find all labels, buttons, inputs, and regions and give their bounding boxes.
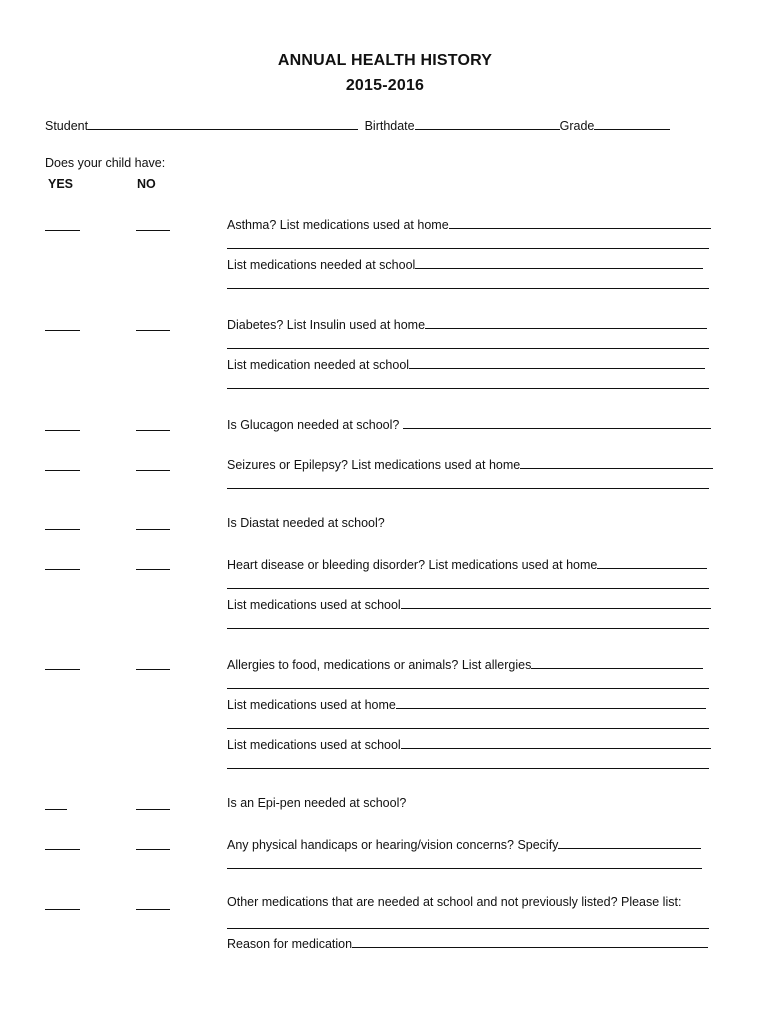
handicaps-question: Any physical handicaps or hearing/vision concerns? Specify — [227, 836, 701, 852]
heart-school-line-2[interactable] — [227, 628, 709, 629]
allergies-no-blank[interactable] — [136, 669, 170, 670]
form-year: 2015-2016 — [345, 77, 425, 94]
birthdate-field[interactable] — [415, 117, 560, 130]
heart-home-field[interactable] — [597, 556, 707, 569]
other-yes-blank[interactable] — [45, 909, 80, 910]
asthma-question: Asthma? List medications used at home — [227, 216, 711, 232]
handicaps-no-blank[interactable] — [136, 849, 170, 850]
diabetes-home-field[interactable] — [425, 316, 707, 329]
glucagon-question: Is Glucagon needed at school? — [227, 416, 711, 432]
other-line-2[interactable] — [227, 928, 709, 929]
student-label: Student — [45, 119, 89, 133]
diastat-question: Is Diastat needed at school? — [227, 516, 385, 530]
diastat-no-blank[interactable] — [136, 529, 170, 530]
handicaps-yes-blank[interactable] — [45, 849, 80, 850]
other-no-blank[interactable] — [136, 909, 170, 910]
diabetes-school-question: List medication needed at school — [227, 356, 705, 372]
handicaps-line-2[interactable] — [227, 868, 702, 869]
seizures-no-blank[interactable] — [136, 470, 170, 471]
asthma-yes-blank[interactable] — [45, 230, 80, 231]
diabetes-school-field[interactable] — [409, 356, 705, 369]
seizures-question: Seizures or Epilepsy? List medications used at home — [227, 456, 713, 472]
diabetes-question: Diabetes? List Insulin used at home — [227, 316, 707, 332]
seizures-home-field[interactable] — [520, 456, 713, 469]
grade-label: Grade — [559, 119, 595, 133]
glucagon-no-blank[interactable] — [136, 430, 170, 431]
allergies-school-field[interactable] — [401, 736, 711, 749]
reason-question: Reason for medication — [227, 935, 708, 951]
seizures-yes-blank[interactable] — [45, 470, 80, 471]
heart-question: Heart disease or bleeding disorder? List medications used at home — [227, 556, 707, 572]
allergies-field[interactable] — [531, 656, 703, 669]
asthma-home-field[interactable] — [449, 216, 711, 229]
reason-field[interactable] — [352, 935, 708, 948]
heart-school-question: List medications used at school — [227, 596, 711, 612]
epipen-question: Is an Epi-pen needed at school? — [227, 796, 407, 810]
allergies-line-2[interactable] — [227, 688, 709, 689]
diabetes-line-2[interactable] — [227, 348, 709, 349]
diabetes-school-line-2[interactable] — [227, 388, 709, 389]
allergies-home-question: List medications used at home — [227, 696, 706, 712]
student-field[interactable] — [88, 117, 358, 130]
asthma-no-blank[interactable] — [136, 230, 170, 231]
epipen-yes-blank[interactable] — [45, 809, 67, 810]
allergies-home-field[interactable] — [396, 696, 706, 709]
birthdate-label: Birthdate — [364, 119, 415, 133]
asthma-school-question: List medications needed at school — [227, 256, 703, 272]
allergies-home-line-2[interactable] — [227, 728, 709, 729]
student-row — [45, 117, 670, 133]
allergies-school-line-2[interactable] — [227, 768, 709, 769]
heart-school-field[interactable] — [401, 596, 711, 609]
asthma-line-2[interactable] — [227, 248, 709, 249]
heart-yes-blank[interactable] — [45, 569, 80, 570]
heart-no-blank[interactable] — [136, 569, 170, 570]
seizures-line-2[interactable] — [227, 488, 709, 489]
other-question: Other medications that are needed at school and not previously listed? Please list: — [227, 895, 682, 909]
no-header: NO — [137, 177, 156, 191]
diastat-yes-blank[interactable] — [45, 529, 80, 530]
heart-line-2[interactable] — [227, 588, 709, 589]
asthma-school-field[interactable] — [415, 256, 703, 269]
glucagon-yes-blank[interactable] — [45, 430, 80, 431]
allergies-yes-blank[interactable] — [45, 669, 80, 670]
asthma-school-line-2[interactable] — [227, 288, 709, 289]
yes-header: YES — [48, 177, 74, 191]
glucagon-field[interactable] — [403, 416, 711, 429]
allergies-question: Allergies to food, medications or animals? List allergies — [227, 656, 703, 672]
intro-text: Does your child have: — [45, 156, 166, 170]
form-title: ANNUAL HEALTH HISTORY — [277, 52, 493, 69]
epipen-no-blank[interactable] — [136, 809, 170, 810]
grade-field[interactable] — [594, 117, 670, 130]
allergies-school-question: List medications used at school — [227, 736, 711, 752]
handicaps-field[interactable] — [558, 836, 701, 849]
diabetes-no-blank[interactable] — [136, 330, 170, 331]
diabetes-yes-blank[interactable] — [45, 330, 80, 331]
